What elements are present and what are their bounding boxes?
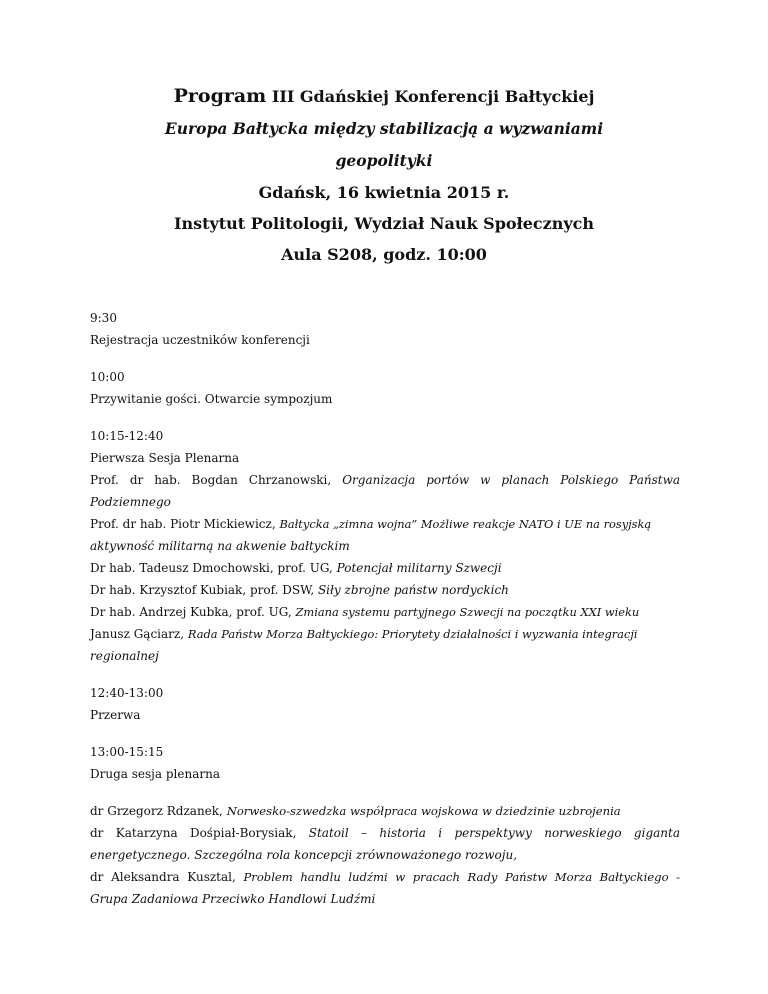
talk-item [90, 800, 680, 822]
talk-item-continued [90, 844, 680, 866]
slot-description: Przerwa [90, 708, 141, 722]
talk-speaker: dr Aleksandra Kusztal, [90, 870, 244, 884]
talk-title: Potencjał militarny Szwecji [336, 561, 502, 575]
talk-speaker: Dr hab. Krzysztof Kubiak, prof. DSW, [90, 583, 318, 597]
talk-item-continued [90, 491, 680, 513]
session-title: Pierwsza Sesja Plenarna [90, 451, 240, 465]
talk-item [90, 557, 680, 579]
talk-item-continued [90, 535, 680, 557]
talk-speaker: Prof. dr hab. Piotr Mickiewicz, [90, 517, 280, 531]
talk-speaker: Prof. dr hab. Bogdan Chrzanowski, [90, 473, 332, 487]
time-slot: 12:40-13:00 [90, 686, 164, 700]
talk-title: Siły zbrojne państw nordyckich [317, 583, 509, 597]
talk-title-continued: aktywność militarną na akwenie bałtyckim [90, 539, 350, 553]
talk-title: Rada Państw Morza Bałtyckiego: Priorytety działalności i wyzwania integracji [187, 627, 638, 641]
schedule-block-break [90, 682, 680, 726]
time-slot: 10:00 [90, 370, 125, 384]
slot-description: Rejestracja uczestników konferencji [90, 333, 310, 347]
talk-title-continued: Grupa Zadaniowa Przeciwko Handlowi Ludźmi [90, 892, 376, 906]
title-program-word: Program [173, 85, 267, 107]
talk-title: Problem handlu ludźmi w pracach Rady Państw Morza Bałtyckiego - [243, 870, 681, 884]
spacer [90, 785, 680, 800]
talk-item-continued [90, 645, 680, 667]
talk-title: Organizacja portów w planach Polskiego Państwa [342, 473, 681, 487]
talk-item [90, 866, 680, 888]
talk-title-continued: regionalnej [90, 649, 159, 663]
slot-description: Przywitanie gości. Otwarcie sympozjum [90, 392, 333, 406]
talk-item [90, 601, 680, 623]
talk-title: Norwesko-szwedzka współpraca wojskowa w dziedzinie uzbrojenia [226, 804, 621, 818]
talk-speaker: Janusz Gąciarz, [90, 627, 188, 641]
program-header [0, 84, 768, 270]
place-date: Gdańsk, 16 kwietnia 2015 r. [258, 183, 510, 202]
title-conference-name: III Gdańskiej Konferencji Bałtyckiej [271, 87, 595, 106]
talk-item [90, 579, 680, 601]
talk-speaker: dr Katarzyna Dośpiał-Borysiak, [90, 826, 309, 840]
talk-title: Statoil – historia i perspektywy norweskiego giganta [308, 826, 680, 840]
talk-speaker: dr Grzegorz Rdzanek, [90, 804, 227, 818]
talk-item [90, 623, 680, 645]
talk-speaker: Dr hab. Tadeusz Dmochowski, prof. UG, [90, 561, 337, 575]
schedule-block-session-1 [90, 425, 680, 667]
session-title: Druga sesja plenarna [90, 767, 220, 781]
talk-item [90, 469, 680, 491]
time-slot: 13:00-15:15 [90, 745, 164, 759]
schedule [90, 307, 680, 925]
schedule-block-opening [90, 366, 680, 410]
talk-item-continued [90, 888, 680, 910]
talk-item [90, 822, 680, 844]
schedule-block-registration [90, 307, 680, 351]
talk-speaker: Dr hab. Andrzej Kubka, prof. UG, [90, 605, 296, 619]
talk-title-continued: Podziemnego [90, 495, 171, 509]
program-title [0, 84, 768, 109]
conference-subtitle-line1: Europa Bałtycka między stabilizacją a wyzwaniami [164, 119, 604, 138]
talk-title: Zmiana systemu partyjnego Szwecji na początku XXI wieku [295, 605, 640, 619]
schedule-block-session-2 [90, 741, 680, 910]
time-slot: 10:15-12:40 [90, 429, 164, 443]
talk-title: Bałtycka „zimna wojna” Możliwe reakcje NATO i UE na rosyjską [279, 517, 652, 531]
room-time: Aula S208, godz. 10:00 [281, 245, 487, 264]
conference-subtitle-line2: geopolityki [335, 151, 433, 170]
time-slot: 9:30 [90, 311, 117, 325]
talk-item [90, 513, 680, 535]
talk-title-continued: energetycznego. Szczególna rola koncepcji zrównoważonego rozwoju, [90, 848, 518, 862]
institute: Instytut Politologii, Wydział Nauk Społecznych [173, 214, 595, 233]
